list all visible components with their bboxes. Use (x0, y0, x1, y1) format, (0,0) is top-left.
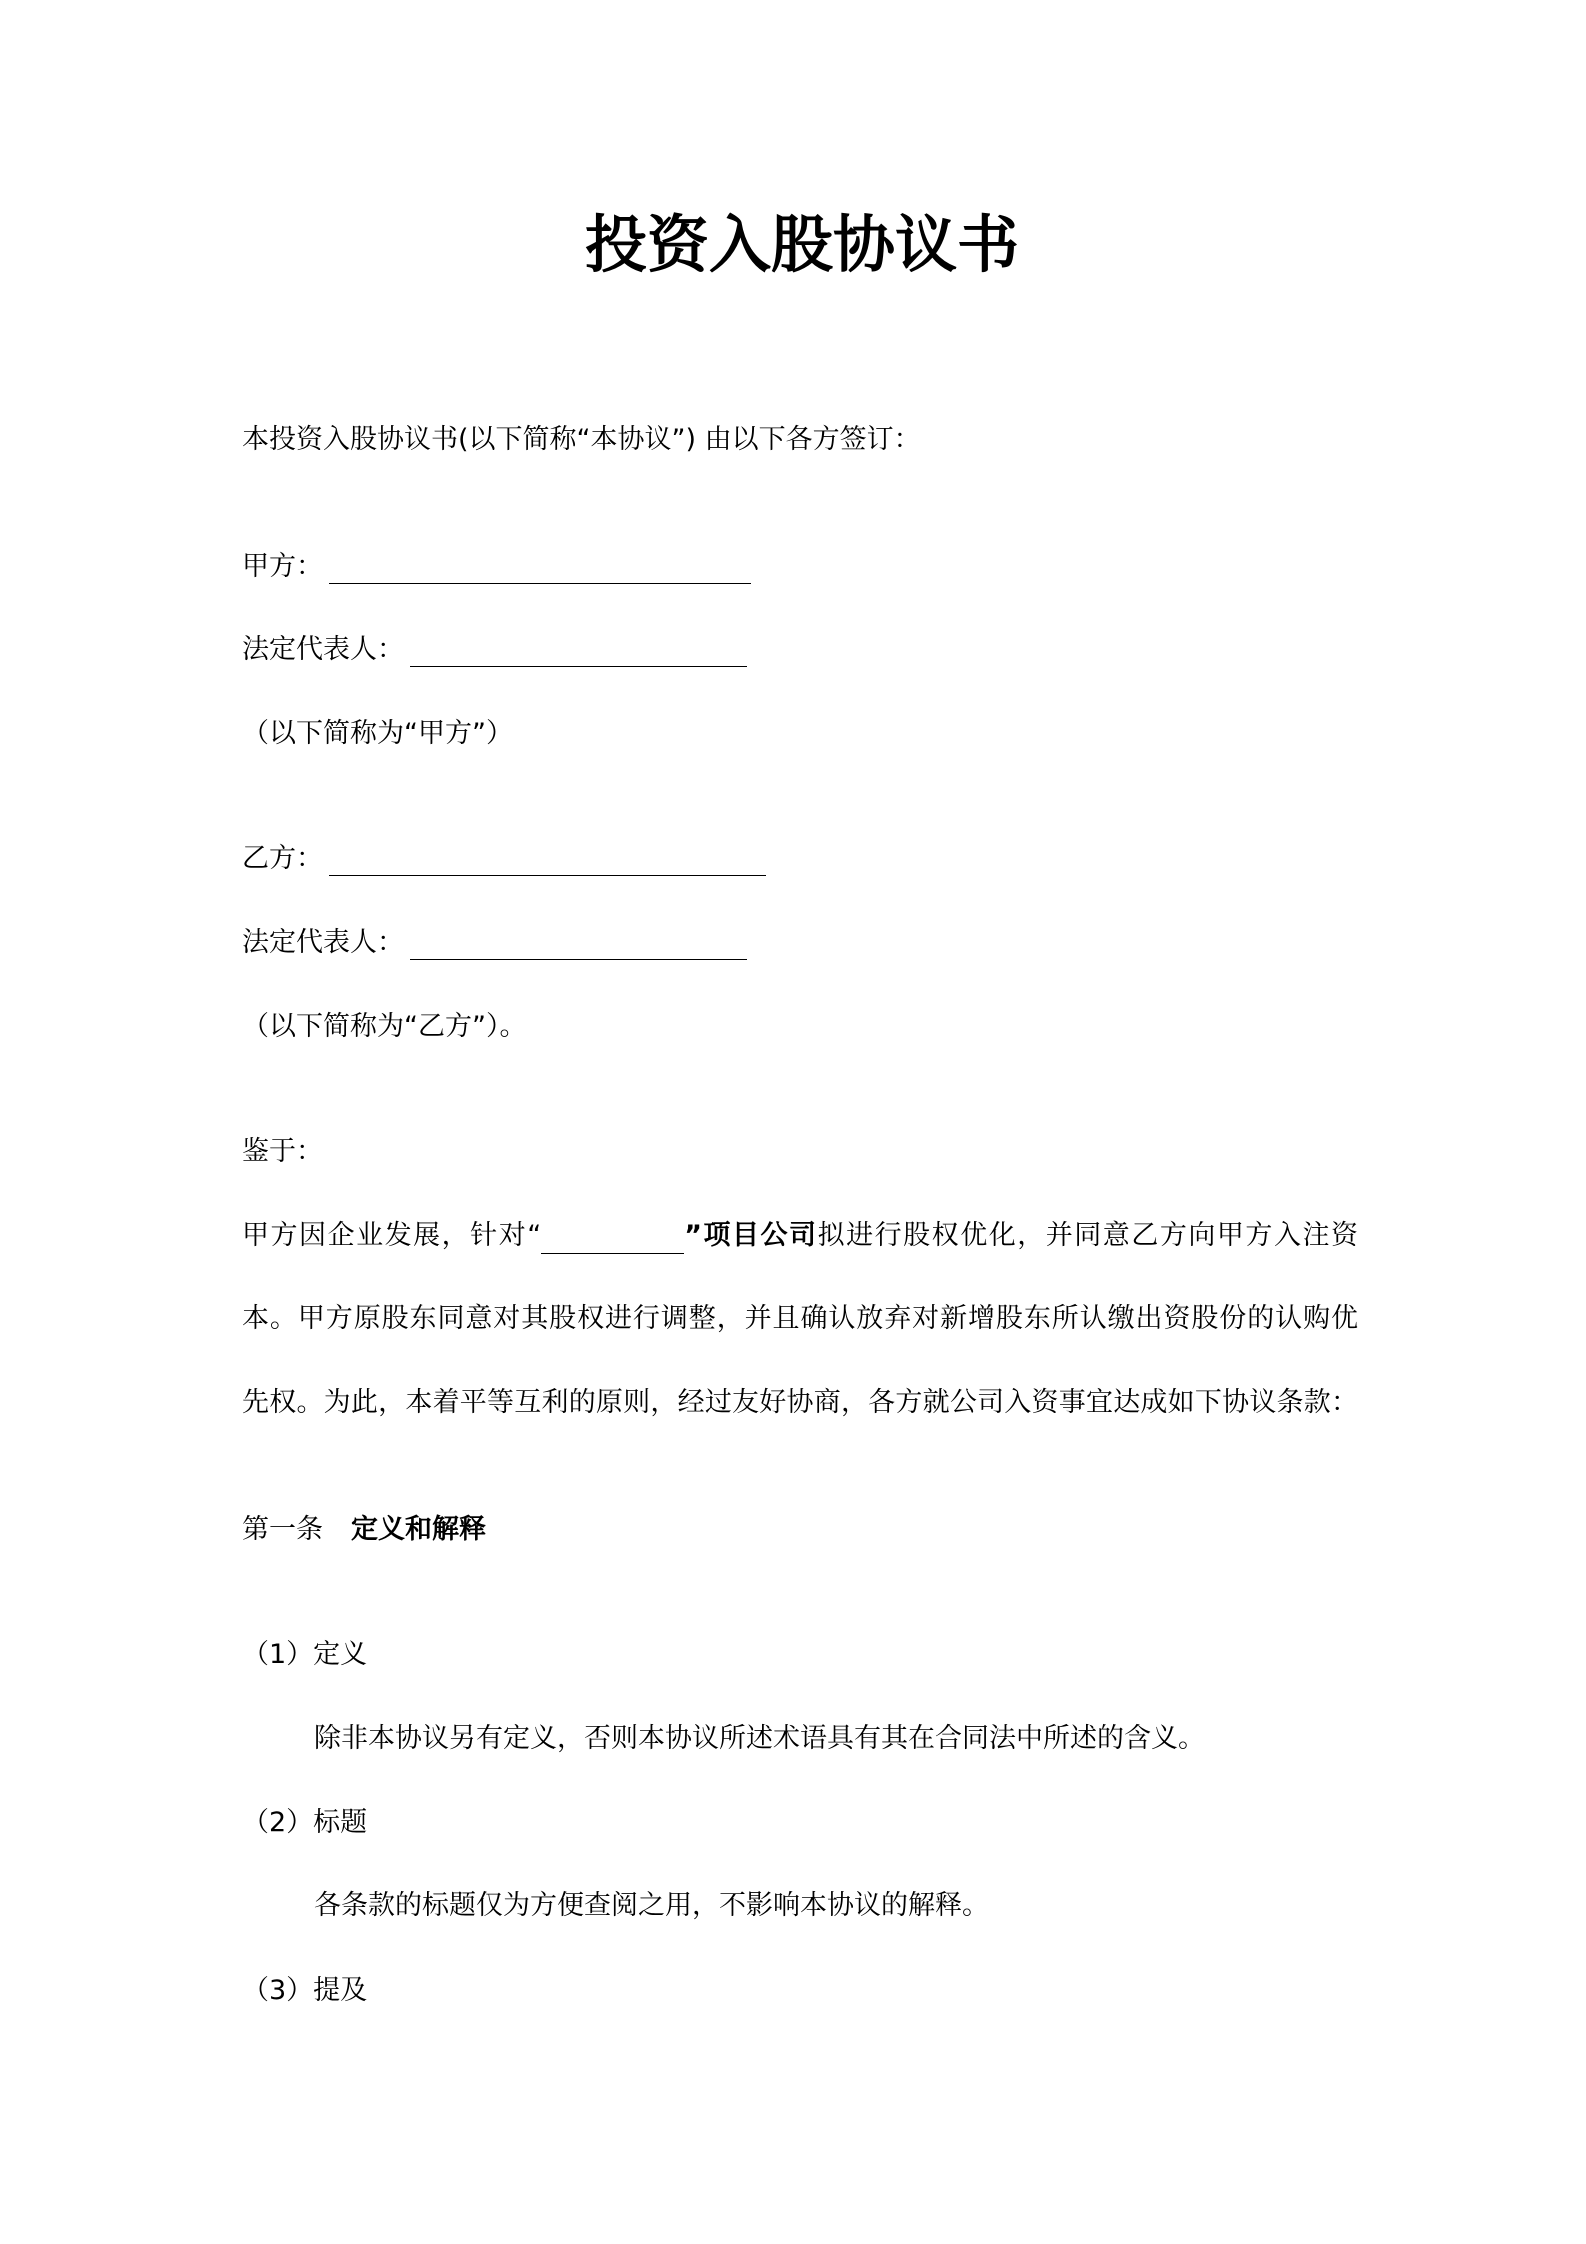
whereas-line-1-prefix: 甲方因企业发展，针对“ (242, 1220, 542, 1251)
party-a-field (242, 549, 751, 585)
party-b-note: （以下简称为“乙方”）。 (242, 1011, 527, 1042)
whereas-line-1-suffix: 拟进行股权优化，并同意乙方向甲方入注资 (817, 1220, 1358, 1251)
intro-line: 本投资入股协议书(以下简称“本协议”) 由以下各方签订： (242, 424, 921, 455)
article-1-heading (242, 1512, 486, 1548)
whereas-line-2: 本。甲方原股东同意对其股权进行调整，并且确认放弃对新增股东所认缴出资股份的认购优 (242, 1303, 1358, 1334)
article-1-title: 定义和解释 (351, 1514, 486, 1545)
party-b-label: 乙方： (242, 843, 323, 874)
party-a-blank-line (329, 582, 751, 584)
clause-1-heading: （1）定义 (242, 1639, 368, 1670)
clause-2-body: 各条款的标题仅为方便查阅之用，不影响本协议的解释。 (314, 1890, 989, 1921)
party-a-rep-label: 法定代表人： (242, 634, 404, 665)
clause-2-heading: （2）标题 (242, 1807, 368, 1838)
article-1-number: 第一条 (242, 1514, 323, 1545)
party-b-blank-line (329, 874, 766, 876)
party-a-rep-blank-line (410, 665, 747, 667)
party-b-rep-field (242, 925, 747, 961)
party-b-field (242, 841, 766, 877)
party-a-label: 甲方： (242, 551, 323, 582)
document-title: 投资入股协议书 (584, 208, 1019, 281)
party-a-note: （以下简称为“甲方”） (242, 718, 513, 749)
whereas-heading: 鉴于： (242, 1136, 323, 1167)
whereas-line-3: 先权。为此，本着平等互利的原则，经过友好协商，各方就公司入资事宜达成如下协议条款： (242, 1387, 1358, 1418)
whereas-line-1-bold: ”项目公司 (684, 1220, 818, 1251)
party-b-rep-label: 法定代表人： (242, 927, 404, 958)
whereas-line-1 (242, 1218, 1358, 1254)
clause-1-body: 除非本协议另有定义，否则本协议所述术语具有其在合同法中所述的含义。 (314, 1723, 1205, 1754)
clause-3-heading: （3）提及 (242, 1975, 368, 2006)
party-a-rep-field (242, 632, 747, 668)
party-b-rep-blank-line (410, 958, 747, 960)
project-name-blank-line (541, 1252, 684, 1254)
